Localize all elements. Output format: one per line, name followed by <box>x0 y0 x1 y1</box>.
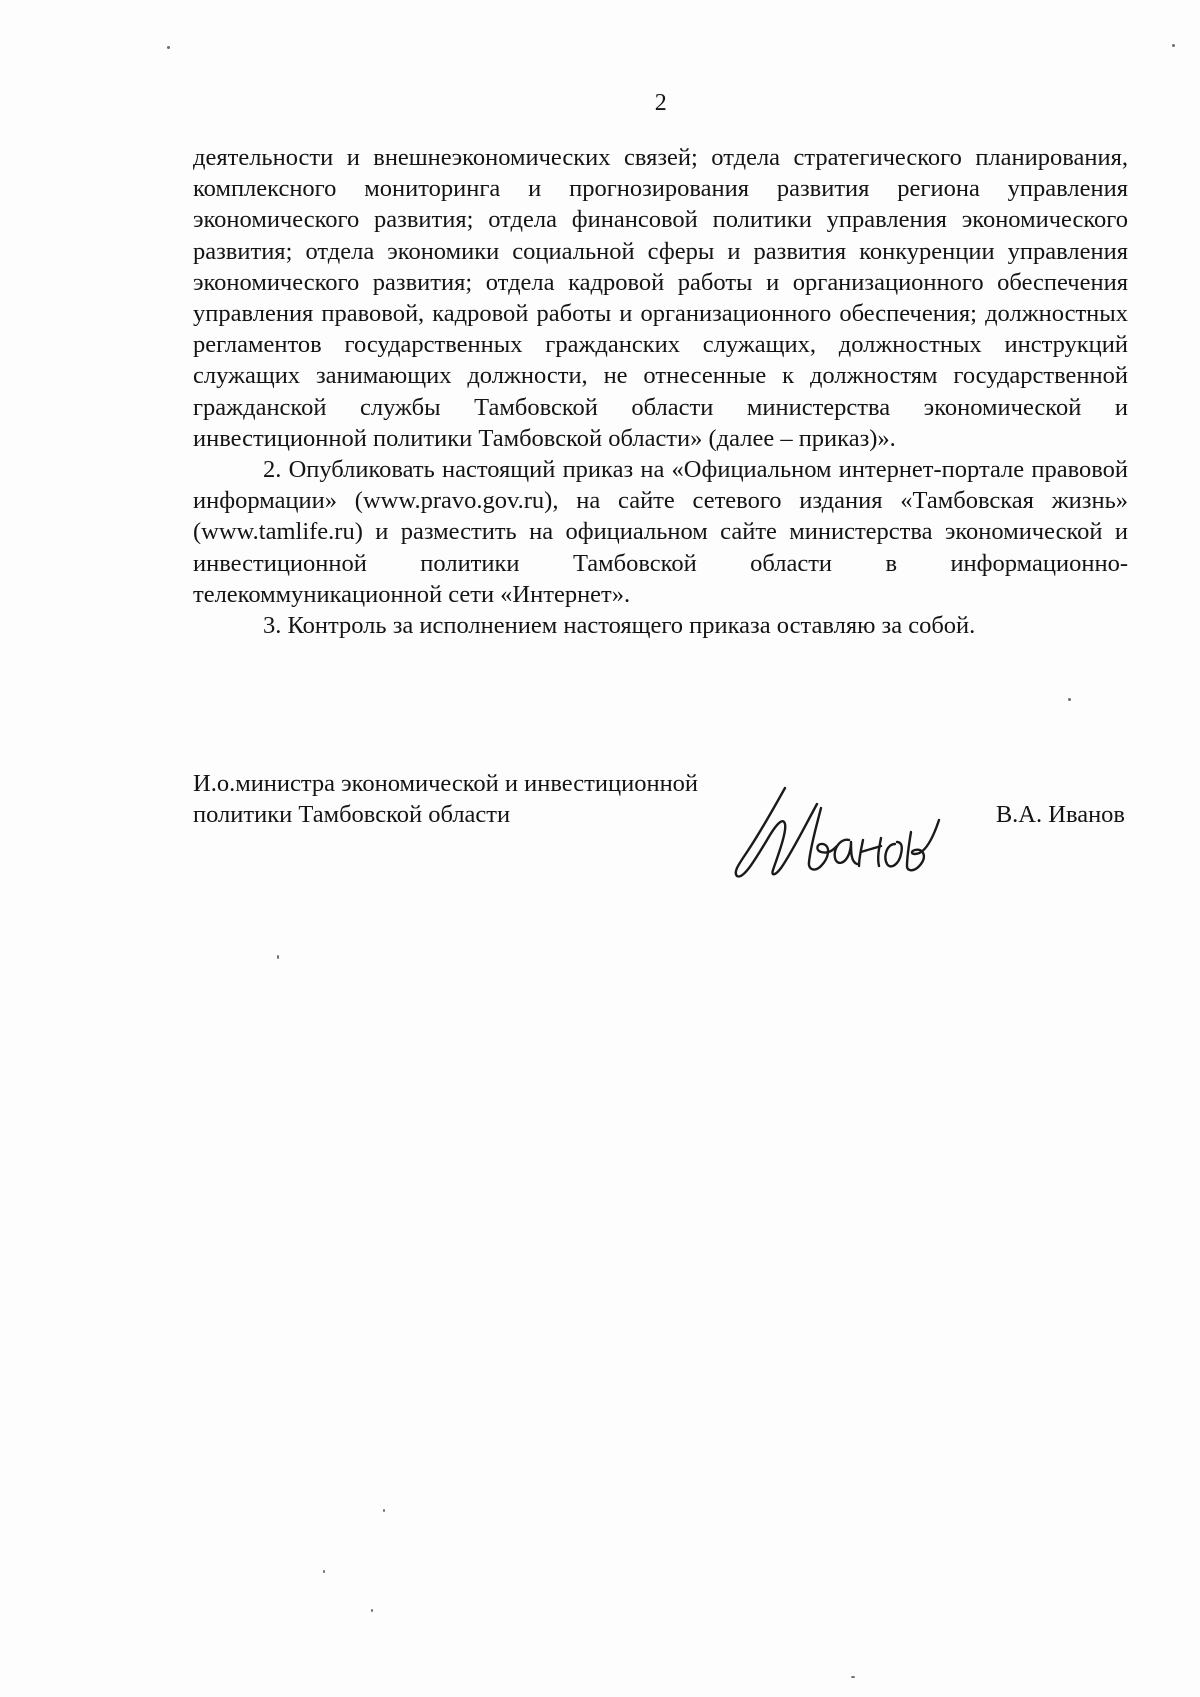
scan-speck <box>277 955 279 959</box>
continued-paragraph: деятельности и внешнеэкономических связей; отдела стратегического планирования, комплексного мониторинга и прогнозирования развития региона управления экономического развития; отдела финансовой политики управления экономического развития; отдела экономики социальной сферы и развития конкуренции управления экономического развития; отдела кадровой работы и организационного обеспечения управления правовой, кадровой работы и организационного обеспечения; должностных регламентов государственных гражданских служащих, должностных инструкций служащих занимающих должности, не отнесенные к должностям государственной гражданской службы Тамбовской области министерства экономической и инвестиционной политики Тамбовской области» (далее – приказ)». <box>193 144 1128 452</box>
scan-speck <box>851 1676 855 1678</box>
order-item-3: 3. Контроль за исполнением настоящего приказа оставляю за собой. <box>263 612 976 640</box>
signatory-position-line-2: политики Тамбовской области <box>193 801 511 828</box>
scan-speck <box>1068 698 1071 701</box>
handwritten-signature <box>725 780 955 890</box>
scan-speck <box>167 46 170 49</box>
page-number: 2 <box>654 90 668 116</box>
scan-speck <box>371 1609 373 1612</box>
scan-speck <box>1172 44 1175 47</box>
document-body <box>193 142 1128 641</box>
scan-speck <box>323 1570 325 1573</box>
signatory-name: В.А. Иванов <box>995 801 1125 828</box>
signatory-position-line-1: И.о.министра экономической и инвестиционной <box>193 770 699 797</box>
order-item-2: 2. Опубликовать настоящий приказ на «Официальном интернет-портале правовой информации» (www.pravo.gov.ru), на сайте сетевого издания «Тамбовская жизнь» (www.tamlife.ru) и разместить на официальном сайте министерства экономической и инвестиционной политики Тамбовской области в информационно-телекоммуникационной сети «Интернет». <box>193 456 1128 608</box>
scan-speck <box>383 1509 385 1512</box>
signatory-position <box>193 768 698 830</box>
